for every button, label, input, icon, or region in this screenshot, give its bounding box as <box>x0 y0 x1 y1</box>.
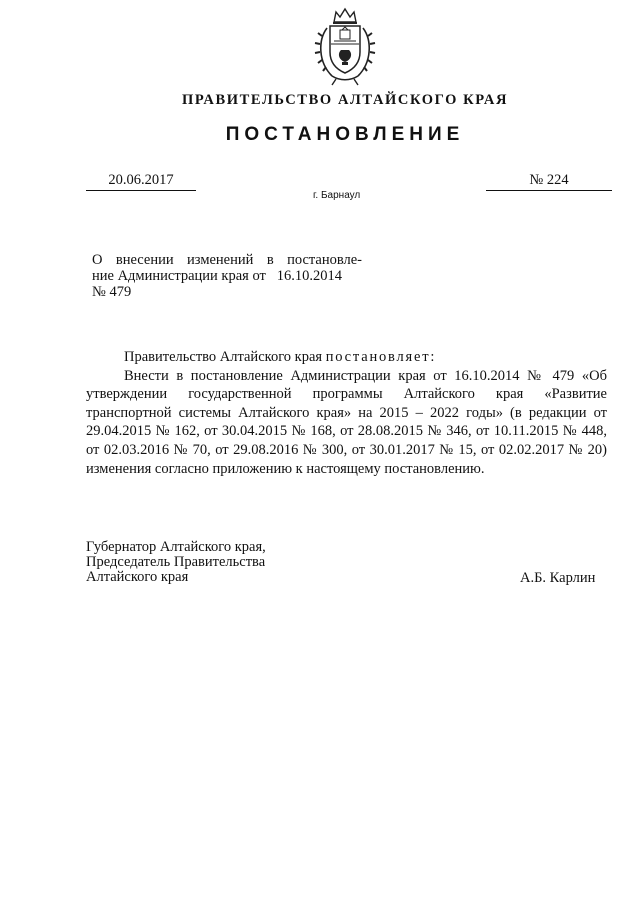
document-date: 20.06.2017 <box>86 172 196 191</box>
title-line: О внесении изменений в постановле- <box>92 252 362 268</box>
document-type: ПОСТАНОВЛЕНИЕ <box>225 124 465 145</box>
government-name: ПРАВИТЕЛЬСТВО АЛТАЙСКОГО КРАЯ <box>181 92 509 108</box>
main-paragraph: Внести в постановление Администрации края от 16.10.2014 № 479 «Об утверждении государственной программы Алтайского края «Развитие транспортной системы Алтайского края» на 2015 – 2022 годы» (в редакции от 29.04.2015 № 162, от 30.04.2015 № 168, от 28.08.2015 № 346, от 10.11.2015 № 448, от 02.03.2016 № 70, от 29.08.2016 № 300, от 30.01.2017 № 15, от 02.02.2017 № 20) изменения согласно приложению к настоящему постановлению. <box>86 367 607 477</box>
intro-paragraph <box>86 348 607 367</box>
document-number: № 224 <box>486 172 612 191</box>
title-line: ние Администрации края от 16.10.2014 <box>92 268 342 284</box>
signer-position <box>86 540 266 585</box>
signer-position-line: Алтайского края <box>86 569 189 585</box>
document-body <box>86 348 607 478</box>
signer-position-line: Председатель Правительства <box>86 554 266 570</box>
signer-position-line: Губернатор Алтайского края, <box>86 539 266 555</box>
document-city: г. Барнаул <box>313 190 361 201</box>
document-title <box>92 252 362 300</box>
altai-krai-coat-of-arms-icon <box>312 6 378 88</box>
signer-name: А.Б. Карлин <box>520 570 596 586</box>
intro-emphasis: постановляет: <box>325 349 437 365</box>
intro-text: Правительство Алтайского края <box>124 349 326 365</box>
title-line: № 479 <box>92 284 132 300</box>
